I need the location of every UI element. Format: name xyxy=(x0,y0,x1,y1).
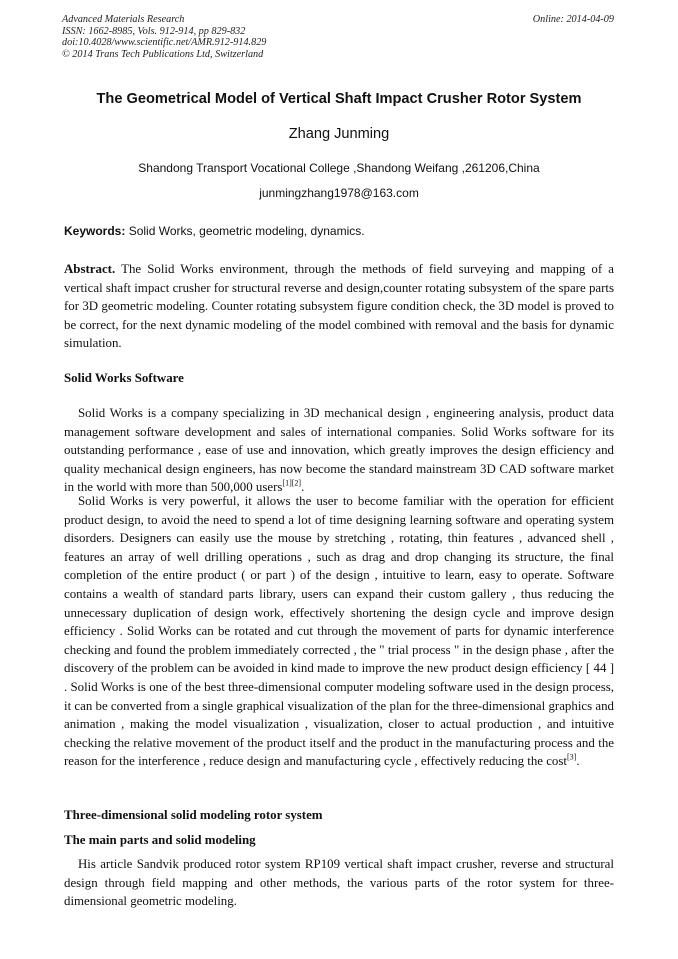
issn-line: ISSN: 1662-8985, Vols. 912-914, pp 829-832 xyxy=(62,25,246,37)
section1-paragraph-1-text: Solid Works is a company specializing in 3D mechanical design , engineering analysis, product data management software development and sales of international companies. Solid Works software for its outstanding performance , ease of use and innovation, which greatly improves the design efficiency and quality mechanical design engineers, has now become the standard mainstream 3D CAD software market in the world with more than 500,000 users xyxy=(64,406,614,495)
citation-3: [3] xyxy=(566,753,577,763)
journal-header xyxy=(62,14,266,60)
section-heading-solidworks: Solid Works Software xyxy=(64,371,184,385)
citation-1-2: [1][2] xyxy=(282,479,302,489)
keywords-label: Keywords: xyxy=(64,224,126,238)
copyright-line: © 2014 Trans Tech Publications Ltd, Switzerland xyxy=(62,48,264,60)
section1-paragraph-2-end: . xyxy=(576,754,580,769)
section3-paragraph-1 xyxy=(64,855,614,911)
section3-paragraph-1-text: His article Sandvik produced rotor system RP109 vertical shaft impact crusher, reverse and structural design through field mapping and other methods, the various parts of the rotor system for three-dimensional geometric modeling. xyxy=(64,857,614,909)
paper-title: The Geometrical Model of Vertical Shaft Impact Crusher Rotor System xyxy=(96,91,582,107)
section1-paragraph-1 xyxy=(64,404,614,497)
section1-paragraph-1-end: . xyxy=(301,480,305,495)
abstract-paragraph xyxy=(64,260,614,353)
author-email: junmingzhang1978@163.com xyxy=(259,186,419,200)
online-date xyxy=(533,14,614,26)
keywords-text: Solid Works, geometric modeling, dynamics. xyxy=(125,224,365,238)
subsection-heading-main-parts: The main parts and solid modeling xyxy=(64,833,256,847)
keywords-line xyxy=(64,224,624,238)
author-affiliation: Shandong Transport Vocational College ,Shandong Weifang ,261206,China xyxy=(138,161,540,175)
section-heading-3d-modeling: Three-dimensional solid modeling rotor system xyxy=(64,808,323,822)
section1-paragraph-2 xyxy=(64,492,614,771)
online-date-text: Online: 2014-04-09 xyxy=(532,14,614,25)
abstract-text: The Solid Works environment, through the methods of field surveying and mapping of a vertical shaft impact crusher for structural reverse and design,counter rotating subsystem of the spare parts for 3D geometric modeling. Counter rotating subsystem figure condition check, the 3D model is proved to be correct, for the next dynamic modeling of the model combined with removal and the basis for dynamic simulation. xyxy=(64,262,614,351)
doi-line: doi:10.4028/www.scientific.net/AMR.912-914.829 xyxy=(62,37,267,48)
journal-name: Advanced Materials Research xyxy=(62,14,185,25)
section1-paragraph-2-text: Solid Works is very powerful, it allows the user to become familiar with the operation for efficient product design, to avoid the need to spend a lot of time designing learning software and operating system disorders. Designers can easily use the mouse by stretching , rotating, thin features , advanced shell , features an array of well drilling operations , such as drag and drop changing its structure, the final completion of the entire product ( or part ) of the design , intuitive to learn, easy to operate. Software contains a wealth of standard parts library, users can expand their custom gallery , thus reducing the unnecessary duplication of design work, effectively shortening the design cycle and improve design efficiency . Solid Works can be rotated and cut through the movement of parts for dynamic interference checking and found the problem immediately corrected , the " trial process " in the design phase , after the discovery of the problem can be avoided in kind made to improve the new product design efficiency [ 44 ] . Solid Works is one of the best three-dimensional computer modeling software used in the design process, it can be converted from a single graphical visualization of the plan for the three-dimensional graphics and animation , making the model visualization , visualization, closer to actual production , and intuitive checking the relative movement of the product itself and the product in the manufacturing process and the reason for the interference , reduce design and manufacturing cycle , effectively reducing the cost xyxy=(64,494,614,769)
author-name: Zhang Junming xyxy=(288,126,390,142)
abstract-label: Abstract. xyxy=(64,262,116,276)
